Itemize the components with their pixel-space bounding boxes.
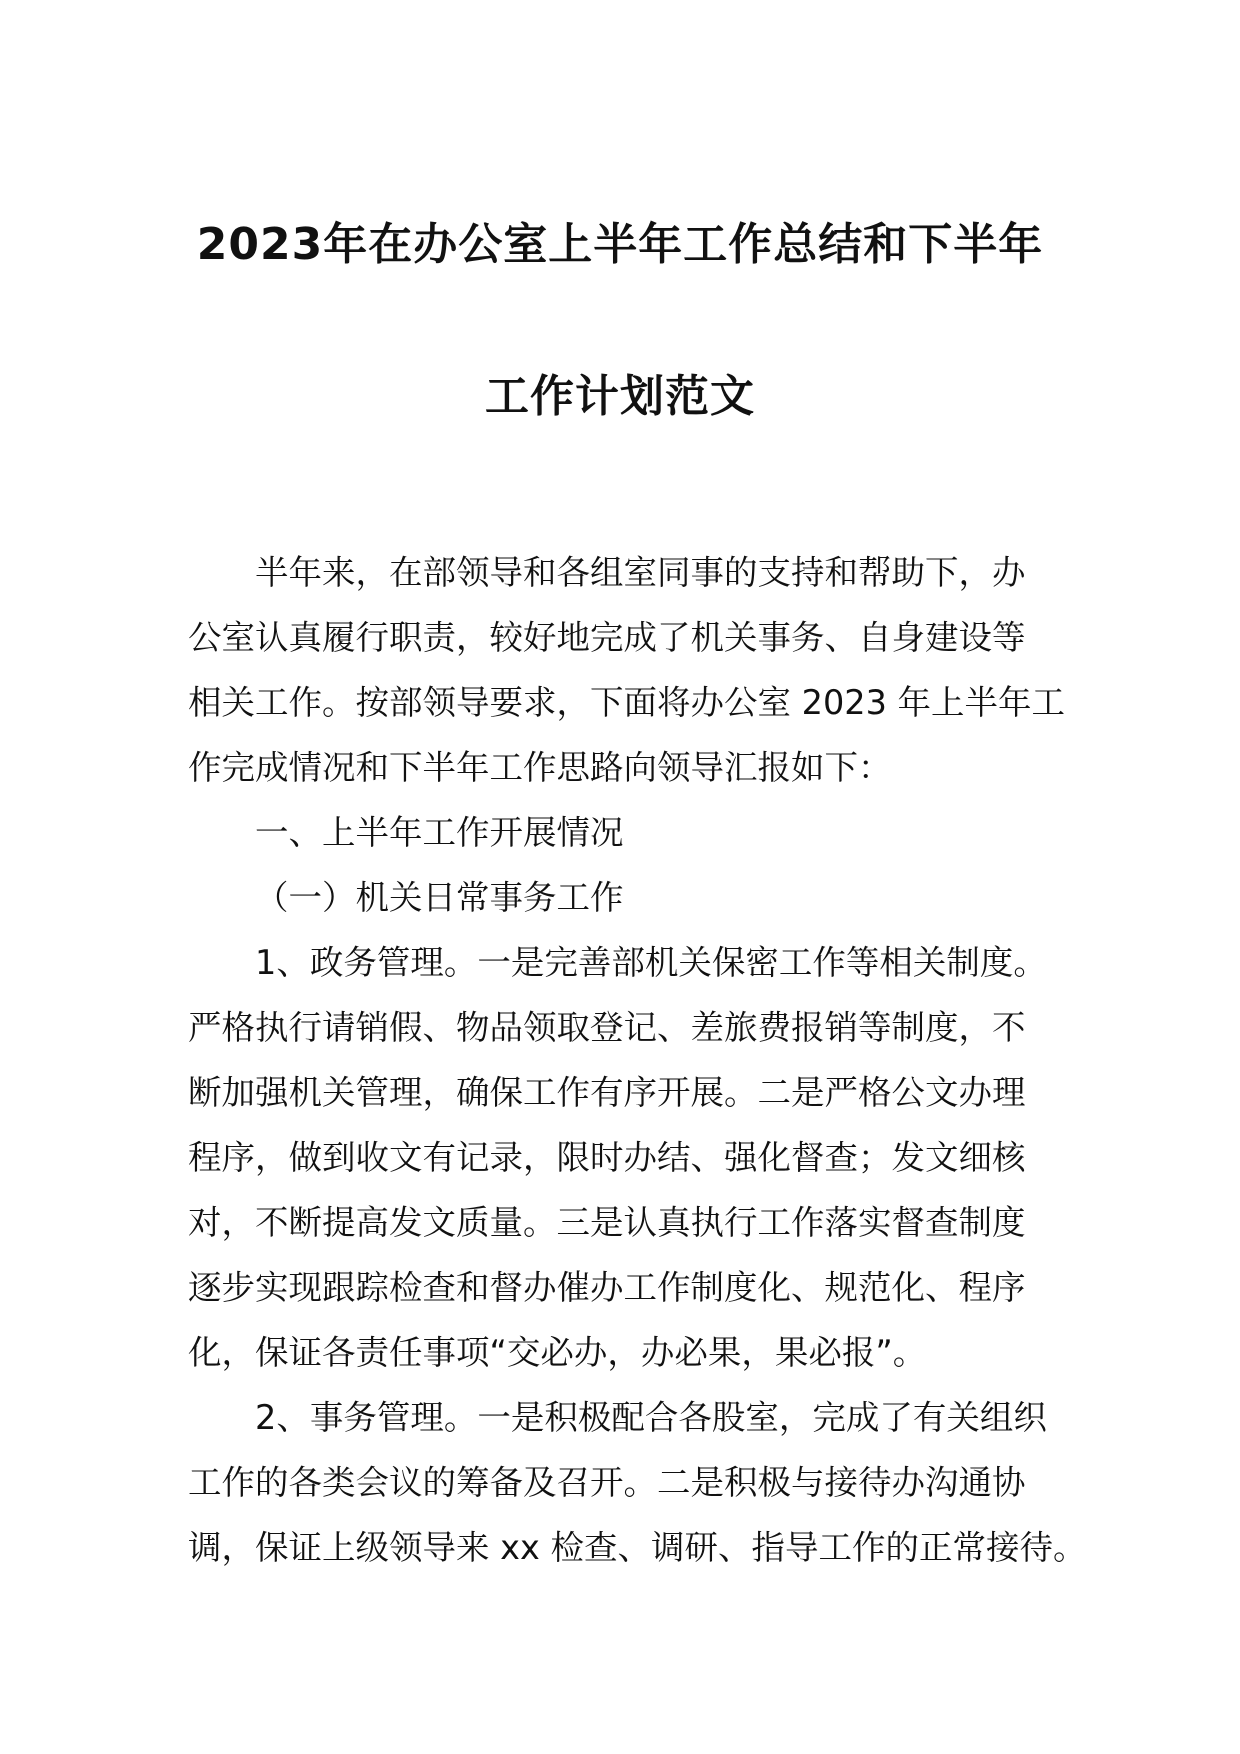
paragraph-1-line-7: 化，保证各责任事项“交必办，办必果，果必报”。	[188, 1333, 927, 1372]
document-title-line-1: 2023年在办公室上半年工作总结和下半年	[196, 219, 1044, 270]
paragraph-2-line-1: 2、事务管理。一是积极配合各股室，完成了有关组织	[255, 1398, 1047, 1437]
paragraph-1-line-1: 1、政务管理。一是完善部机关保密工作等相关制度。	[255, 943, 1047, 982]
paragraph-2-line-3: 调，保证上级领导来 xx 检查、调研、指导工作的正常接待。	[188, 1528, 1087, 1567]
paragraph-intro-line-3: 相关工作。按部领导要求，下面将办公室 2023 年上半年工	[188, 683, 1066, 722]
paragraph-intro-line-4: 作完成情况和下半年工作思路向领导汇报如下：	[188, 748, 892, 787]
paragraph-intro-line-1: 半年来，在部领导和各组室同事的支持和帮助下，办	[255, 553, 1026, 592]
document-title-line-2: 工作计划范文	[485, 371, 755, 422]
paragraph-1-line-5: 对，不断提高发文质量。三是认真执行工作落实督查制度	[188, 1203, 1026, 1242]
section-heading-1: 一、上半年工作开展情况	[255, 813, 624, 852]
paragraph-2-line-2: 工作的各类会议的筹备及召开。二是积极与接待办沟通协	[188, 1463, 1026, 1502]
subsection-heading-1: （一）机关日常事务工作	[255, 878, 624, 917]
paragraph-1-line-2: 严格执行请销假、物品领取登记、差旅费报销等制度，不	[188, 1008, 1026, 1047]
paragraph-1-line-4: 程序，做到收文有记录，限时办结、强化督查；发文细核	[188, 1138, 1026, 1177]
paragraph-intro-line-2: 公室认真履行职责，较好地完成了机关事务、自身建设等	[188, 618, 1026, 657]
paragraph-1-line-3: 断加强机关管理，确保工作有序开展。二是严格公文办理	[188, 1073, 1026, 1112]
paragraph-1-line-6: 逐步实现跟踪检查和督办催办工作制度化、规范化、程序	[188, 1268, 1026, 1307]
